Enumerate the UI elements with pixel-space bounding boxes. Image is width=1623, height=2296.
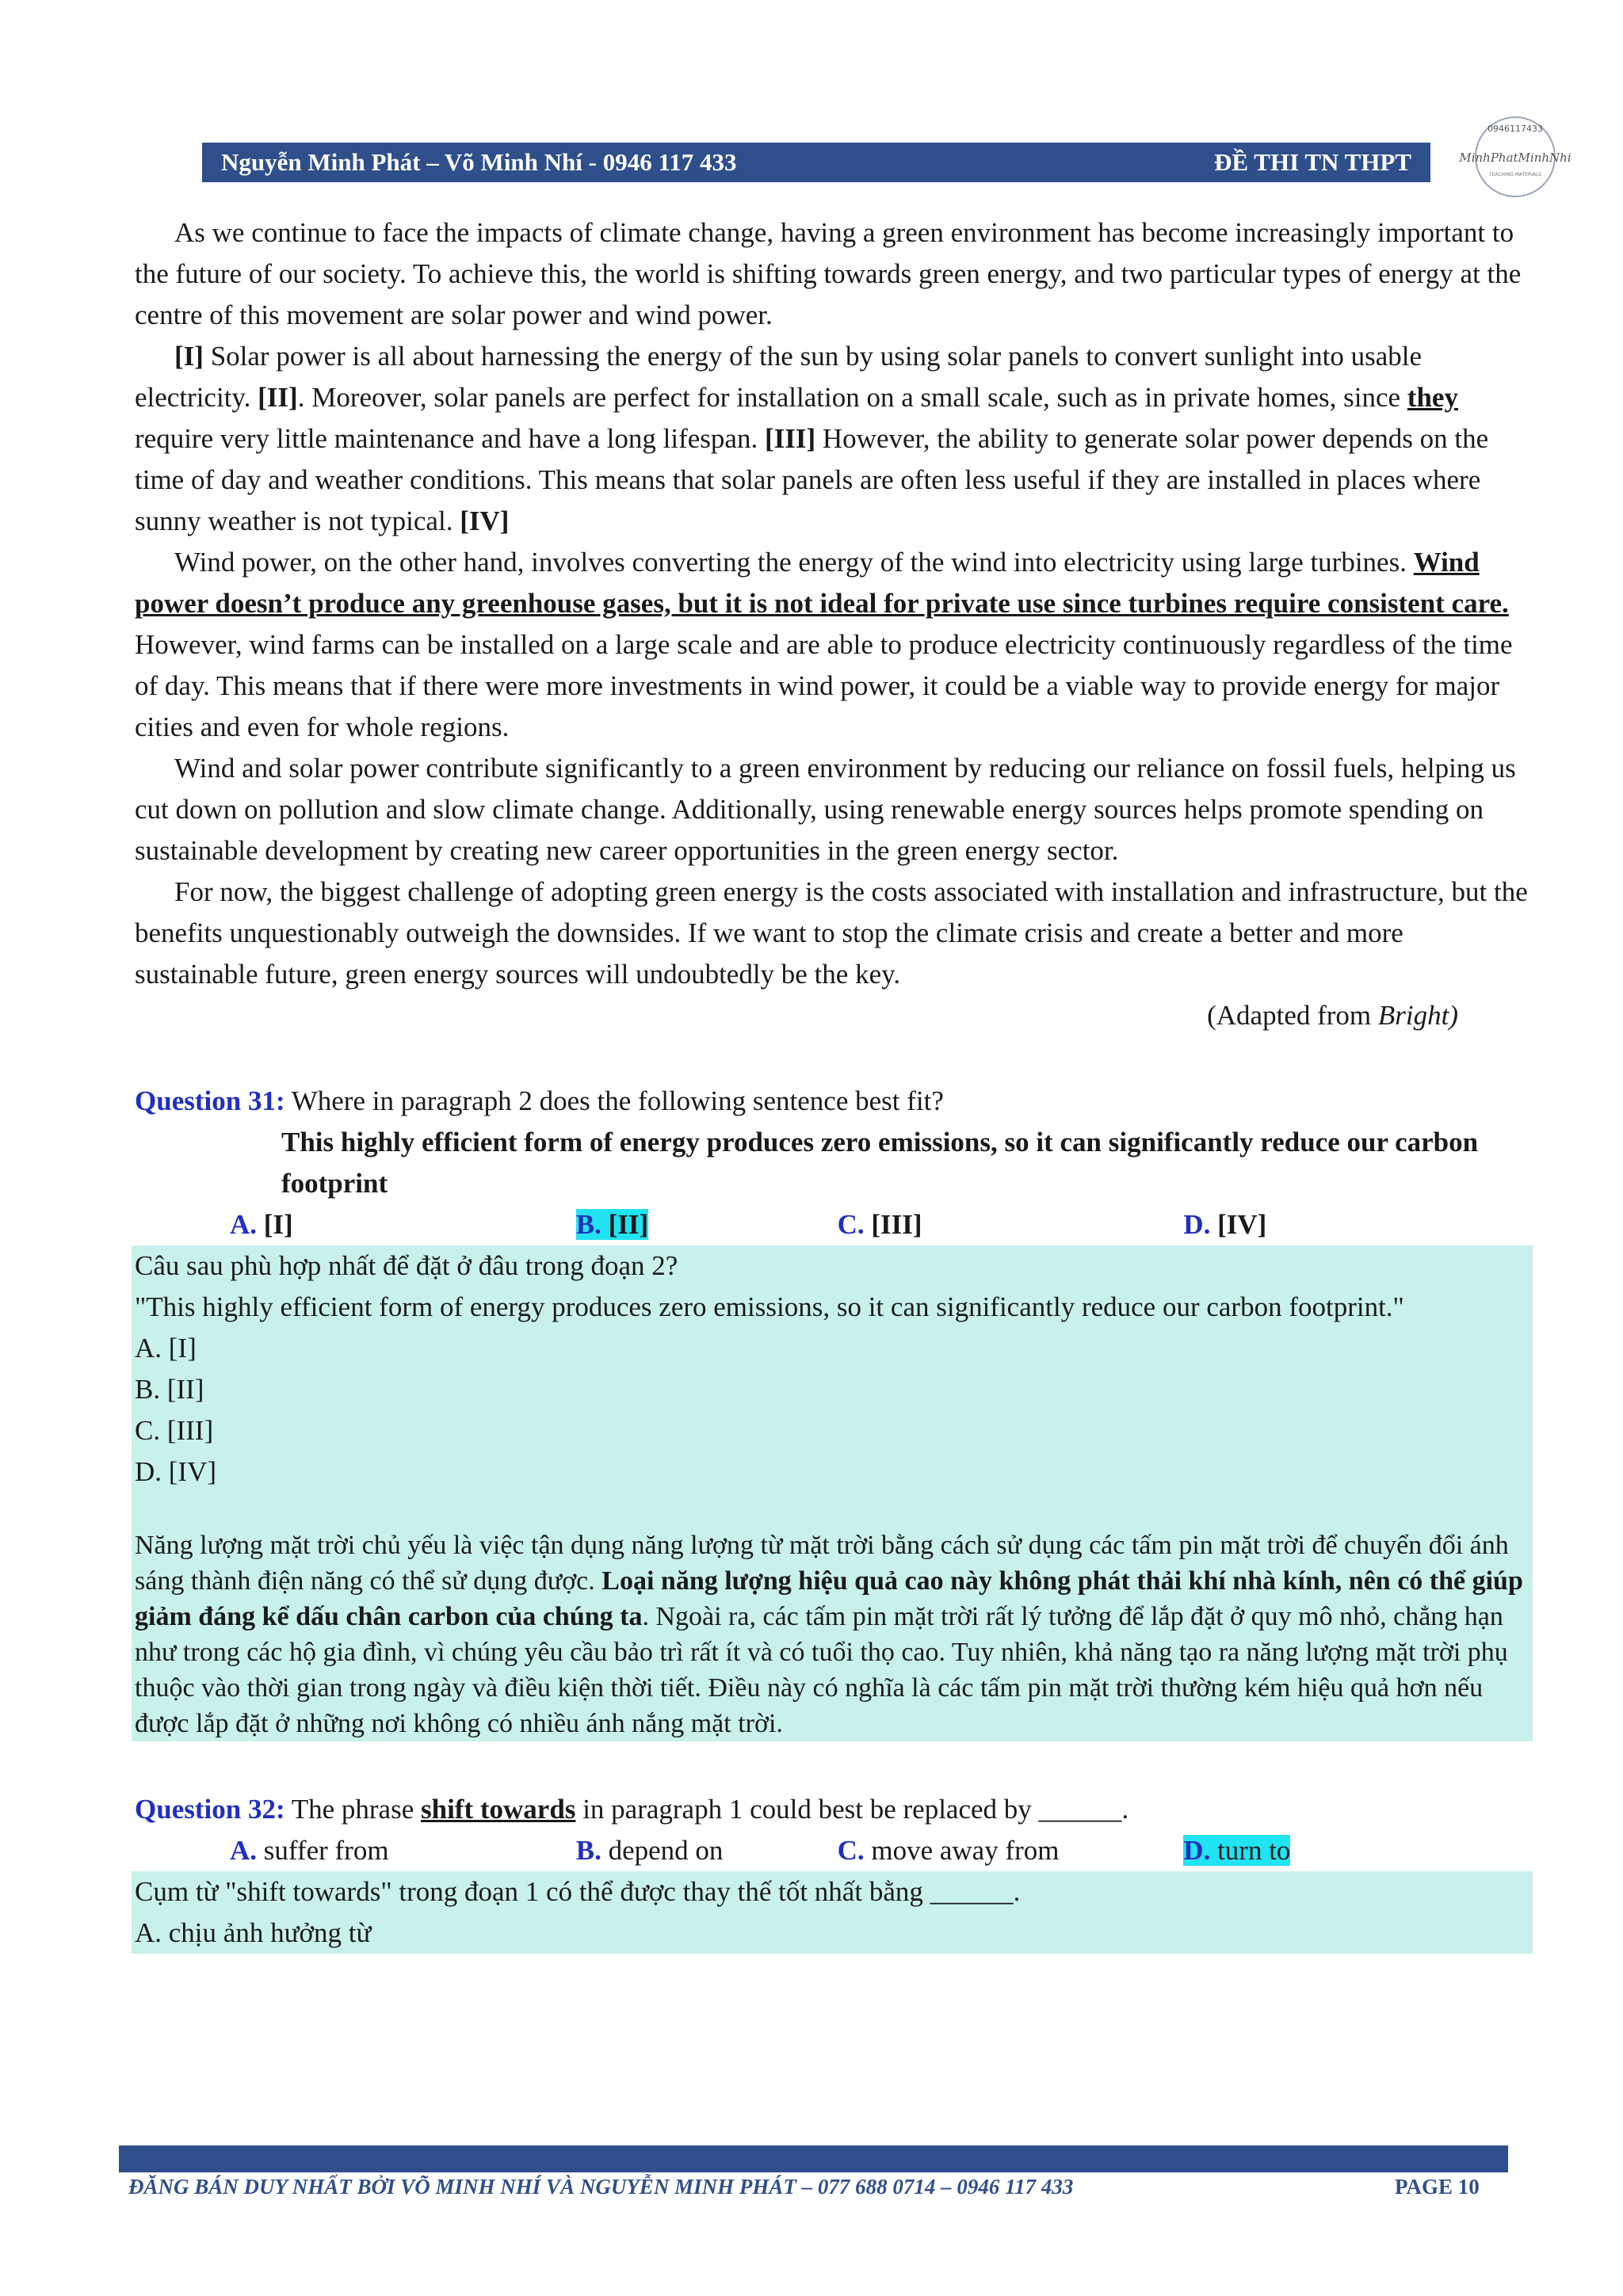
brand-logo [1450, 111, 1581, 202]
q32-option-a[interactable]: A. suffer from [230, 1835, 389, 1866]
q31-option-a[interactable]: A. [I] [230, 1209, 293, 1240]
logo-name: MinhPhatMinhNhi [1459, 151, 1571, 165]
question-31-options [135, 1204, 1529, 1245]
q31-option-b[interactable]: B. [II] [575, 1209, 649, 1240]
q32-option-d[interactable]: D. turn to [1183, 1835, 1291, 1866]
passage-paragraph-3: Wind power, on the other hand, involves converting the energy of the wind into electricity using large turbines. Wind power doesn’t produce any greenhouse gases, but it is not ideal for private use since turbines require consistent care. However, wind farms can be installed on a large scale and are able to produce electricity continuously regardless of the time of day. This means that if there were more investments in wind power, it could be a viable way to provide energy for major cities and even for whole regions. [135, 547, 1513, 742]
question-32 [135, 1789, 1529, 1954]
question-31-label: Question 31: [135, 1085, 285, 1116]
marker-1: [I] [174, 341, 204, 372]
phrase-shift-towards: shift towards [421, 1794, 576, 1825]
footer-bar [119, 2145, 1508, 2172]
q32-option-c[interactable]: C. move away from [837, 1835, 1060, 1866]
q31-option-c[interactable]: C. [III] [837, 1209, 922, 1240]
passage-paragraph-5: For now, the biggest challenge of adopting green energy is the costs associated with installation and infrastructure, but the benefits unquestionably outweigh the downsides. If we want to stop the climate crisis and create a better and more sustainable future, green energy sources will undoubtedly be the key. [135, 876, 1528, 990]
passage-paragraph-1: As we continue to face the impacts of climate change, having a green environment has become increasingly important to the future of our society. To achieve this, the world is shifting towards green energy, and two particular types of energy at the centre of this movement are solar power and wind power. [135, 217, 1522, 330]
question-31-translation: Năng lượng mặt trời chủ yếu là việc tận dụng năng lượng từ mặt trời bằng cách sử dụng các tấm pin mặt trời để chuyển đổi ánh sáng thành điện năng có thể sử dụng được. Loại năng lượng hiệu quả cao này không phát thải khí nhà kính, nên có thể giúp giảm đáng kể dấu chân carbon của chúng ta. Ngoài ra, các tấm pin mặt trời rất lý tưởng để lắp đặt ở quy mô nhỏ, chẳng hạn như trong các hộ gia đình, vì chúng yêu cầu bảo trì rất ít và có tuổi thọ cao. Tuy nhiên, khả năng tạo ra năng lượng mặt trời phụ thuộc vào thời gian trong ngày và điều kiện thời tiết. Điều này có nghĩa là các tấm pin mặt trời thường kém hiệu quả hơn nếu được lắp đặt ở những nơi không có nhiều ánh nắng mặt trời. [135, 1531, 1523, 1738]
header-exam-title: ĐỀ THI TN THPT [1214, 148, 1411, 176]
question-32-stem: Question 32: The phrase shift towards in paragraph 1 could best be replaced by ______. [135, 1794, 1129, 1825]
question-31-stem: Question 31: Where in paragraph 2 does the following sentence best fit? [135, 1085, 944, 1116]
marker-3: [III] [764, 423, 816, 454]
main-content [135, 212, 1529, 1954]
q31-option-d[interactable]: D. [IV] [1183, 1209, 1267, 1240]
question-32-options [135, 1830, 1529, 1871]
question-32-explanation: Cụm từ "shift towards" trong đoạn 1 có thể được thay thế tốt nhất bằng ______. A. chịu ảnh hưởng từ [132, 1871, 1533, 1954]
logo-sub: TEACHING MATERIALS [1488, 172, 1542, 177]
question-31 [135, 1081, 1529, 1741]
question-32-label: Question 32: [135, 1794, 285, 1825]
question-31-sentence: This highly efficient form of energy produces zero emissions, so it can significantly reduce our carbon footprint [281, 1127, 1479, 1199]
marker-4: [IV] [460, 505, 510, 536]
word-they: they [1407, 382, 1458, 413]
page-number: PAGE 10 [1395, 2175, 1480, 2199]
passage-source: (Adapted from Bright) [1207, 1000, 1458, 1031]
marker-2: [II] [258, 382, 298, 413]
q32-option-b[interactable]: B. depend on [575, 1835, 724, 1866]
header-authors: Nguyễn Minh Phát – Võ Minh Nhí - 0946 117 433 [221, 148, 737, 176]
underlined-sentence: Wind power doesn’t produce any greenhouse gases, but it is not ideal for private use since turbines require consistent care. [135, 547, 1509, 619]
passage-paragraph-2: [I] Solar power is all about harnessing the energy of the sun by using solar panels to convert sunlight into usable electricity. [II]. Moreover, solar panels are perfect for installation on a small scale, such as in private homes, since they require very little maintenance and have a long lifespan. [III] However, the ability to generate solar power depends on the time of day and weather conditions. This means that solar panels are often less useful if they are installed in places where sunny weather is not typical. [IV] [135, 341, 1489, 536]
page-header [202, 143, 1430, 182]
question-31-explanation: Câu sau phù hợp nhất để đặt ở đâu trong đoạn 2? "This highly efficient form of energy produces zero emissions, so it can significantly reduce our carbon footprint." A. [I] B. [II] C. [III] D. [IV] Năng lượng mặt trời chủ yếu là việc tận dụng năng lượng từ mặt trời bằng cách sử dụng các tấm pin mặt trời để chuyển đổi ánh sáng thành điện năng có thể sử dụng được. Loại năng lượng hiệu quả cao này không phát thải khí nhà kính, nên có thể giúp giảm đáng kể dấu chân carbon của chúng ta. Ngoài ra, các tấm pin mặt trời rất lý tưởng để lắp đặt ở quy mô nhỏ, chẳng hạn như trong các hộ gia đình, vì chúng yêu cầu bảo trì rất ít và có tuổi thọ cao. Tuy nhiên, khả năng tạo ra năng lượng mặt trời phụ thuộc vào thời gian trong ngày và điều kiện thời tiết. Điều này có nghĩa là các tấm pin mặt trời thường kém hiệu quả hơn nếu được lắp đặt ở những nơi không có nhiều ánh nắng mặt trời. [132, 1245, 1533, 1741]
footer-publisher: ĐĂNG BÁN DUY NHẤT BỞI VÕ MINH NHÍ VÀ NGUYỄN MINH PHÁT – 077 688 0714 – 0946 117 433 [128, 2175, 1074, 2199]
logo-phone: 0946117433 [1487, 124, 1543, 134]
passage-paragraph-4: Wind and solar power contribute significantly to a green environment by reducing our reliance on fossil fuels, helping us cut down on pollution and slow climate change. Additionally, using renewable energy sources helps promote spending on sustainable development by creating new career opportunities in the green energy sector. [135, 753, 1516, 866]
